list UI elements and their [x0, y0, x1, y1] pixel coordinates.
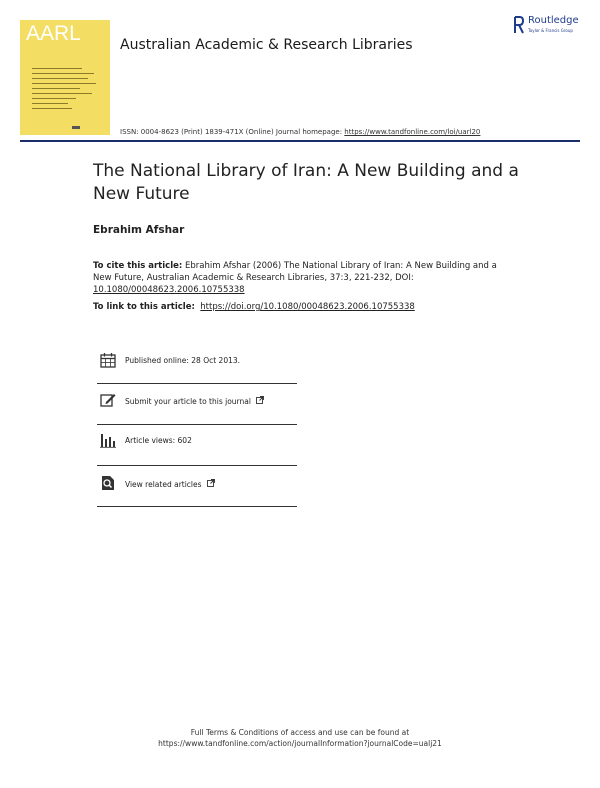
citation [93, 260, 513, 296]
cite-text: Ebrahim Afshar (2006) The National Library of Iran: A New Building and a New Future, Australian Academic & Research Libraries, 37:3, 221-232, DOI: [93, 261, 497, 283]
calendar-icon [100, 352, 116, 368]
cover-text-line [32, 88, 80, 89]
cover-text-line [32, 108, 72, 109]
article-link-line [93, 302, 415, 312]
issn-text: ISSN: 0004-8623 (Print) 1839-471X (Online) Journal homepage: [120, 128, 345, 136]
published-date: Published online: 28 Oct 2013. [125, 356, 241, 365]
submit-row[interactable] [97, 392, 297, 428]
info-divider [97, 424, 297, 425]
cover-text-line [32, 73, 94, 74]
external-link-icon [207, 479, 215, 487]
journal-title: Australian Academic & Research Libraries [120, 37, 413, 53]
info-divider [97, 465, 297, 466]
cover-text-line [32, 93, 92, 94]
header-rule [20, 140, 580, 142]
cite-doi-link[interactable]: 10.1080/00048623.2006.10755338 [93, 285, 245, 295]
bar-chart-icon [100, 432, 116, 448]
related-search-icon [100, 475, 116, 491]
footer-terms-link[interactable]: https://www.tandfonline.com/action/journalInformation?journalCode=ualj21 [158, 739, 442, 748]
cover-text-line [32, 78, 88, 79]
related-articles-label: View related articles [125, 480, 202, 489]
external-link-icon [256, 396, 264, 404]
cover-text-line [32, 98, 76, 99]
journal-homepage-link[interactable]: https://www.tandfonline.com/loi/uarl20 [344, 128, 481, 136]
publisher-logo [513, 15, 593, 39]
cite-label: To cite this article: [93, 261, 183, 271]
cover-logo: AARL [26, 22, 81, 45]
article-views: Article views: 602 [125, 436, 192, 445]
routledge-icon [513, 15, 525, 35]
publisher-name: Routledge [528, 15, 579, 26]
article-title: The National Library of Iran: A New Building and a New Future [93, 161, 519, 204]
footer [0, 727, 600, 749]
info-divider [97, 383, 297, 384]
submit-article-label: Submit your article to this journal [125, 397, 251, 406]
edit-icon [100, 392, 116, 408]
publisher-subtitle: Taylor & Francis Group [528, 28, 573, 33]
issn-line [120, 128, 480, 136]
cover-publisher-mark [72, 126, 80, 129]
cover-text-line [32, 68, 82, 69]
related-articles-link[interactable] [125, 479, 215, 489]
footer-terms: Full Terms & Conditions of access and use can be found at [190, 728, 410, 737]
cover-text-line [32, 103, 68, 104]
article-doi-link[interactable]: https://doi.org/10.1080/00048623.2006.10755338 [200, 302, 415, 312]
link-label: To link to this article: [93, 302, 195, 312]
submit-article-link[interactable] [125, 396, 264, 406]
author-name: Ebrahim Afshar [93, 224, 185, 236]
cover-text-line [32, 83, 96, 84]
journal-cover [20, 20, 110, 135]
info-divider [97, 506, 297, 507]
views-row [97, 432, 297, 468]
